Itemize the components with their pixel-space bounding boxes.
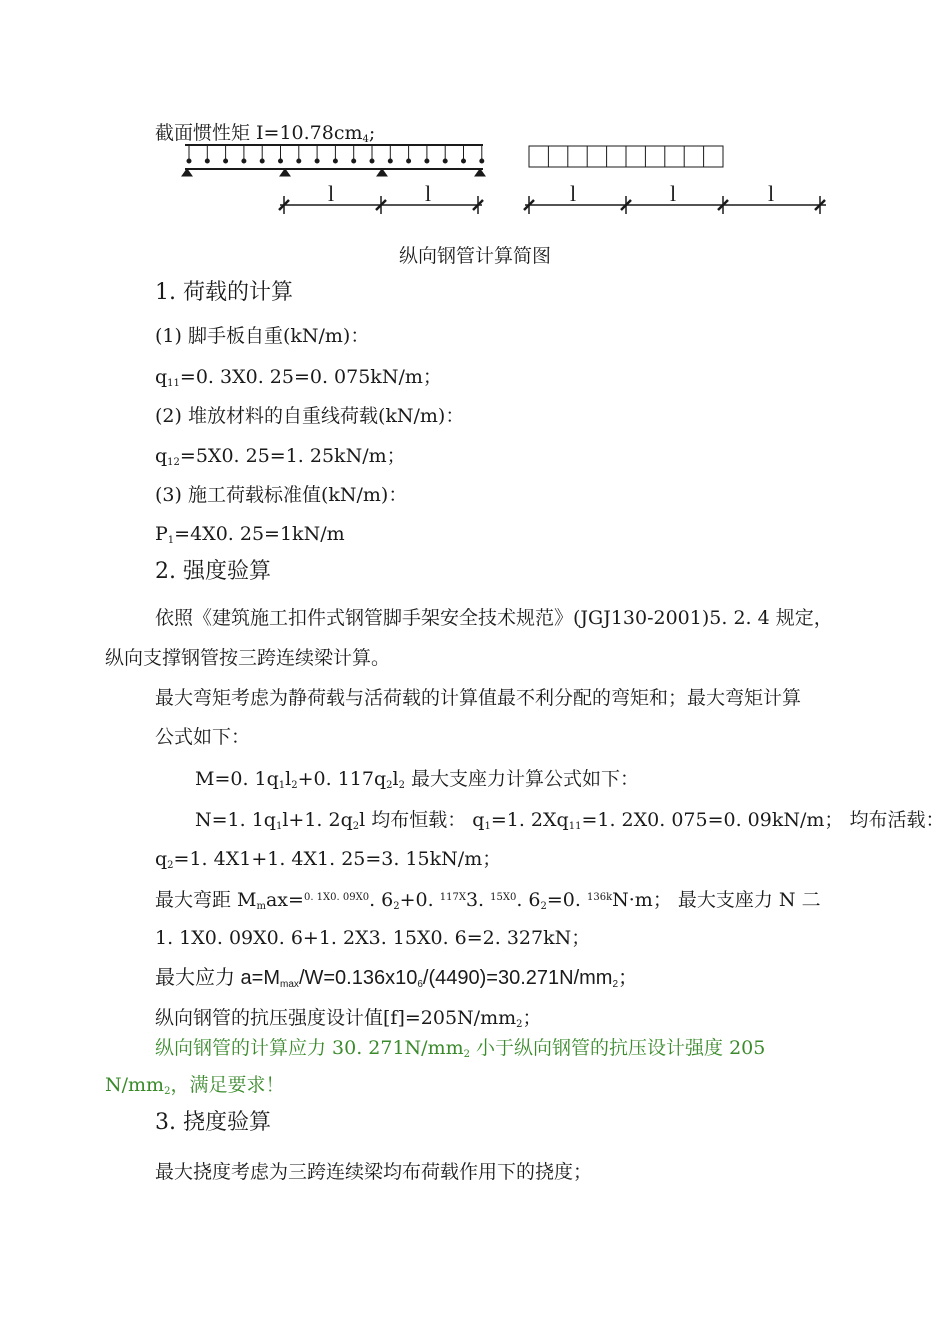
paragraph-moment-b: 公式如下： [155, 726, 251, 748]
load-arrow-head [370, 159, 374, 163]
beam-diagram [0, 0, 950, 235]
load-arrow-head [352, 159, 356, 163]
paragraph-deflection: 最大挠度考虑为三跨连续梁均布荷载作用下的挠度； [155, 1161, 593, 1183]
load-arrows [187, 146, 484, 163]
support-triangle [475, 169, 485, 176]
paragraph-spec-b: 纵向支撑钢管按三跨连续梁计算。 [105, 647, 391, 669]
load-grid [529, 146, 723, 167]
formula-m: M=0. 1q1l2+0. 117q2l2 最大支座力计算公式如下： [195, 768, 640, 791]
span-label: l [425, 181, 432, 206]
q11-line: q11=0. 3X0. 25=0. 075kN/m； [155, 366, 442, 389]
span-label: l [670, 181, 677, 206]
span-label: l [570, 181, 577, 206]
n-value-line: 1. 1X0. 09X0. 6+1. 2X3. 15X0. 6=2. 327kN； [155, 927, 591, 949]
mmax-line: 最大弯距 Mmax=$^{0. 1X0. 09X0}$. 62+0. $^{117X}$3. $^{15X0}$. 62=0. $^{136k}$N·m； 最大支座力 N 二 [155, 889, 821, 912]
supports [182, 169, 485, 176]
span-label: l [328, 181, 335, 206]
span-label: l [768, 181, 775, 206]
load-arrow-head [407, 159, 411, 163]
design-strength-line: 纵向钢管的抗压强度设计值[f]=205N/mm2； [155, 1007, 542, 1030]
load-arrow-head [388, 159, 392, 163]
paragraph-spec-a: 依照《建筑施工扣件式钢管脚手架安全技术规范》(JGJ130-2001)5. 2. 4 规定， [155, 607, 833, 629]
load-arrow-head [224, 159, 228, 163]
figure-caption: 纵向钢管计算简图 [398, 245, 551, 267]
load-arrow-head [242, 159, 246, 163]
stress-line: 最大应力 a=Mmax/W=0.136x106/(4490)=30.271N/mm2； [155, 967, 639, 990]
left-dimension-line [279, 196, 483, 214]
p1-line: P1=4X0. 25=1kN/m [155, 523, 345, 546]
section-2-title: 2. 强度验算 [155, 559, 271, 584]
left-beam [182, 145, 485, 176]
load-item-3: (3) 施工荷载标准值(kN/m)： [155, 484, 408, 506]
conclusion-line-a: 纵向钢管的计算应力 30. 271N/mm2 小于纵向钢管的抗压设计强度 205 [155, 1037, 766, 1060]
section-1-title: 1. 荷载的计算 [155, 280, 293, 305]
load-arrow-head [480, 159, 484, 163]
q12-line: q12=5X0. 25=1. 25kN/m； [155, 445, 406, 468]
load-item-1: (1) 脚手板自重(kN/m)： [155, 325, 370, 347]
load-arrow-head [333, 159, 337, 163]
load-arrow-head [279, 159, 283, 163]
load-arrow-head [260, 159, 264, 163]
q2-line: q2=1. 4X1+1. 4X1. 25=3. 15kN/m； [155, 848, 502, 871]
section-3-title: 3. 挠度验算 [155, 1110, 271, 1135]
load-arrow-head [425, 159, 429, 163]
load-arrow-head [462, 159, 466, 163]
inertia-text: 截面惯性矩 I=10.78cm4; [155, 122, 376, 145]
load-item-2: (2) 堆放材料的自重线荷载(kN/m)： [155, 405, 465, 427]
load-arrow-head [187, 159, 191, 163]
support-triangle [377, 169, 387, 176]
load-arrow-head [205, 159, 209, 163]
load-arrow-head [297, 159, 301, 163]
load-arrow-head [315, 159, 319, 163]
support-triangle [182, 169, 192, 176]
paragraph-moment-a: 最大弯矩考虑为静荷载与活荷载的计算值最不利分配的弯矩和；最大弯矩计算 [155, 687, 802, 709]
conclusion-line-b: N/mm2，满足要求！ [105, 1074, 285, 1097]
load-arrow-head [443, 159, 447, 163]
formula-n: N=1. 1q1l+1. 2q2l 均布恒载： q1=1. 2Xq11=1. 2X0. 075=0. 09kN/m； 均布活载： [195, 809, 945, 832]
support-triangle [280, 169, 290, 176]
